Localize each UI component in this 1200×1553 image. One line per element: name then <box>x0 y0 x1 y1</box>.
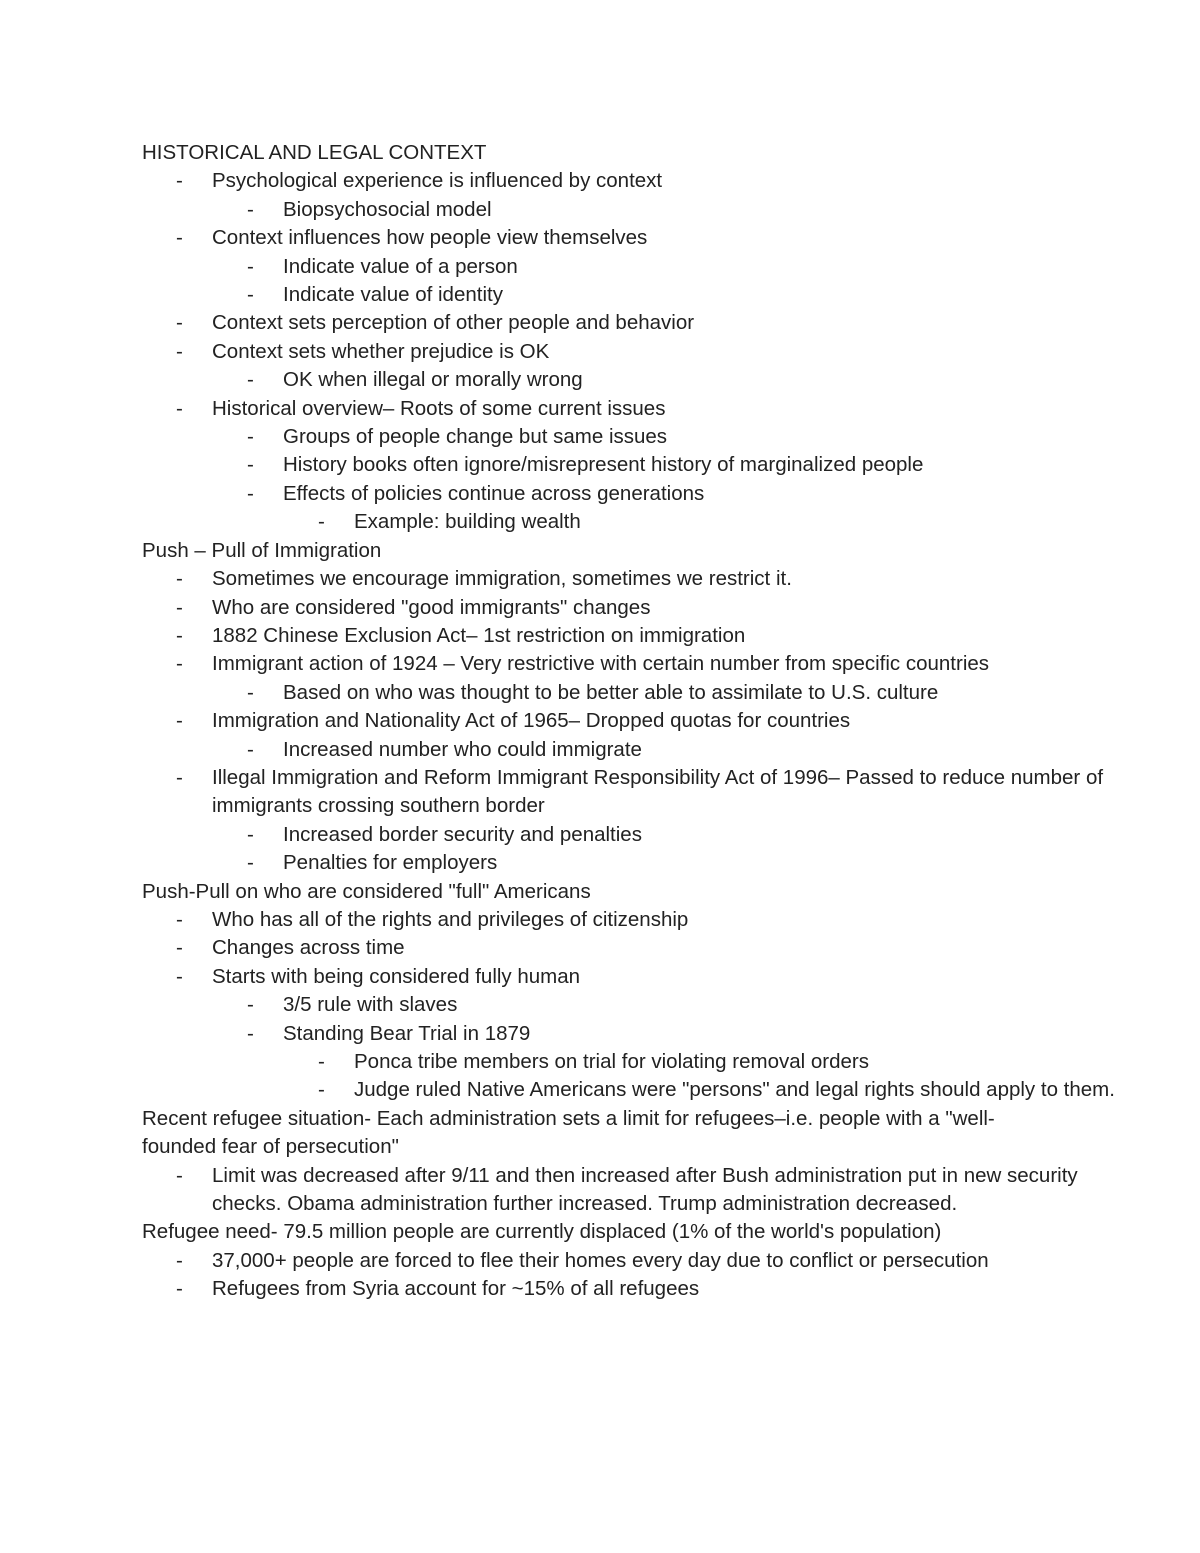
bullet-item-level-3 <box>142 1076 1200 1104</box>
bullet-marker: - <box>176 595 183 619</box>
section-heading <box>142 1218 1072 1246</box>
line-text: Changes across time <box>212 936 405 960</box>
line-text: Penalties for employers <box>283 851 498 875</box>
bullet-item-level-1 <box>142 224 1072 252</box>
bullet-marker: - <box>247 737 254 761</box>
bullet-item-level-2 <box>142 423 1072 451</box>
bullet-item-level-2 <box>142 253 1072 281</box>
bullet-item-level-1 <box>142 764 1117 821</box>
line-text: History books often ignore/misrepresent history of marginalized people <box>283 453 924 477</box>
bullet-marker: - <box>247 680 254 704</box>
bullet-item-level-1 <box>142 622 1072 650</box>
line-text: Standing Bear Trial in 1879 <box>283 1021 531 1045</box>
line-text: 37,000+ people are forced to flee their homes every day due to conflict or persecution <box>212 1248 989 1272</box>
line-text: Example: building wealth <box>354 510 581 534</box>
bullet-marker: - <box>247 851 254 875</box>
bullet-item-level-1 <box>142 1275 1072 1303</box>
line-text: Increased border security and penalties <box>283 822 642 846</box>
bullet-marker: - <box>247 368 254 392</box>
bullet-marker: - <box>318 510 325 534</box>
line-text: Psychological experience is influenced by context <box>212 169 663 193</box>
bullet-item-level-1 <box>142 594 1072 622</box>
line-text: Historical overview– Roots of some current issues <box>212 396 666 420</box>
bullet-marker: - <box>176 964 183 988</box>
bullet-marker: - <box>247 481 254 505</box>
bullet-item-level-1 <box>142 309 1072 337</box>
bullet-item-level-2 <box>142 480 1072 508</box>
line-text: Immigrant action of 1924 – Very restrictive with certain number from specific countries <box>212 652 990 676</box>
bullet-marker: - <box>176 623 183 647</box>
bullet-item-level-1 <box>142 650 1072 678</box>
line-text: Indicate value of identity <box>283 283 503 307</box>
section-heading <box>142 878 1072 906</box>
bullet-marker: - <box>176 907 183 931</box>
bullet-item-level-2 <box>142 991 1072 1019</box>
bullet-item-level-2 <box>142 849 1072 877</box>
bullet-item-level-1 <box>142 565 1072 593</box>
bullet-marker: - <box>176 709 183 733</box>
line-text: Biopsychosocial model <box>283 197 492 221</box>
line-text: Ponca tribe members on trial for violating removal orders <box>354 1050 869 1073</box>
line-text: Based on who was thought to be better able to assimilate to U.S. culture <box>283 680 939 704</box>
line-text: Increased number who could immigrate <box>283 737 642 761</box>
bullet-marker: - <box>176 652 183 676</box>
line-text: Limit was decreased after 9/11 and then increased after Bush administration put in new security checks. Obama administration further increased. Trump administration decreased. <box>212 1163 1078 1216</box>
section-heading <box>142 537 1072 565</box>
bullet-marker: - <box>318 1078 325 1102</box>
bullet-marker: - <box>176 1163 183 1187</box>
bullet-marker: - <box>247 283 254 307</box>
line-text: Indicate value of a person <box>283 254 518 278</box>
bullet-item-level-2 <box>142 736 1072 764</box>
line-text: Who has all of the rights and privileges of citizenship <box>212 907 689 931</box>
bullet-item-level-1 <box>142 934 1072 962</box>
line-text: Immigration and Nationality Act of 1965– Dropped quotas for countries <box>212 709 851 733</box>
bullet-item-level-3 <box>142 508 1072 536</box>
line-text: 3/5 rule with slaves <box>283 993 458 1017</box>
line-text: Groups of people change but same issues <box>283 425 668 449</box>
bullet-marker: - <box>247 197 254 221</box>
section-heading <box>142 139 1072 167</box>
bullet-item-level-1 <box>142 395 1072 423</box>
bullet-item-level-3 <box>142 1048 1072 1076</box>
line-text: Context sets whether prejudice is OK <box>212 339 550 363</box>
line-text: Judge ruled Native Americans were "persons" and legal rights should apply to them. <box>354 1078 1115 1102</box>
bullet-marker: - <box>247 993 254 1017</box>
bullet-marker: - <box>247 425 254 449</box>
bullet-marker: - <box>247 822 254 846</box>
bullet-marker: - <box>176 226 183 250</box>
bullet-item-level-2 <box>142 196 1072 224</box>
bullet-item-level-1 <box>142 167 1072 195</box>
line-text: HISTORICAL AND LEGAL CONTEXT <box>142 141 487 164</box>
bullet-item-level-1 <box>142 338 1072 366</box>
line-text: Effects of policies continue across generations <box>283 481 705 505</box>
line-text: Refugee need- 79.5 million people are currently displaced (1% of the world's population) <box>142 1220 942 1244</box>
bullet-marker: - <box>176 1277 183 1301</box>
bullet-item-level-1 <box>142 1247 1072 1275</box>
bullet-marker: - <box>176 567 183 591</box>
bullet-item-level-2 <box>142 451 1072 479</box>
bullet-item-level-2 <box>142 821 1072 849</box>
bullet-item-level-1 <box>142 963 1072 991</box>
bullet-marker: - <box>318 1050 325 1073</box>
line-text: Refugees from Syria account for ~15% of all refugees <box>212 1277 700 1301</box>
document-body <box>142 139 1115 1304</box>
bullet-item-level-2 <box>142 679 1072 707</box>
bullet-marker: - <box>176 396 183 420</box>
bullet-item-level-1 <box>142 1162 1117 1219</box>
bullet-marker: - <box>247 453 254 477</box>
bullet-marker: - <box>176 1248 183 1272</box>
bullet-marker: - <box>247 254 254 278</box>
line-text: Recent refugee situation- Each administration sets a limit for refugees–i.e. people with a "well-founded fear of persecution" <box>142 1106 995 1159</box>
bullet-item-level-2 <box>142 366 1072 394</box>
bullet-item-level-2 <box>142 1020 1072 1048</box>
line-text: Context sets perception of other people and behavior <box>212 311 695 335</box>
bullet-marker: - <box>176 169 183 193</box>
section-heading <box>142 1105 1047 1162</box>
bullet-marker: - <box>176 765 183 789</box>
bullet-item-level-2 <box>142 281 1072 309</box>
bullet-marker: - <box>247 1021 254 1045</box>
line-text: Illegal Immigration and Reform Immigrant Responsibility Act of 1996– Passed to reduce number of immigrants crossing southern border <box>212 765 1104 818</box>
line-text: Who are considered "good immigrants" changes <box>212 595 651 619</box>
bullet-item-level-1 <box>142 906 1072 934</box>
line-text: Push – Pull of Immigration <box>142 538 382 562</box>
bullet-marker: - <box>176 936 183 960</box>
line-text: Starts with being considered fully human <box>212 964 581 988</box>
line-text: 1882 Chinese Exclusion Act– 1st restriction on immigration <box>212 623 746 647</box>
bullet-item-level-1 <box>142 707 1072 735</box>
bullet-marker: - <box>176 339 183 363</box>
bullet-marker: - <box>176 311 183 335</box>
line-text: Push-Pull on who are considered "full" Americans <box>142 879 591 903</box>
line-text: OK when illegal or morally wrong <box>283 368 583 392</box>
line-text: Context influences how people view themselves <box>212 226 648 250</box>
line-text: Sometimes we encourage immigration, sometimes we restrict it. <box>212 567 792 591</box>
